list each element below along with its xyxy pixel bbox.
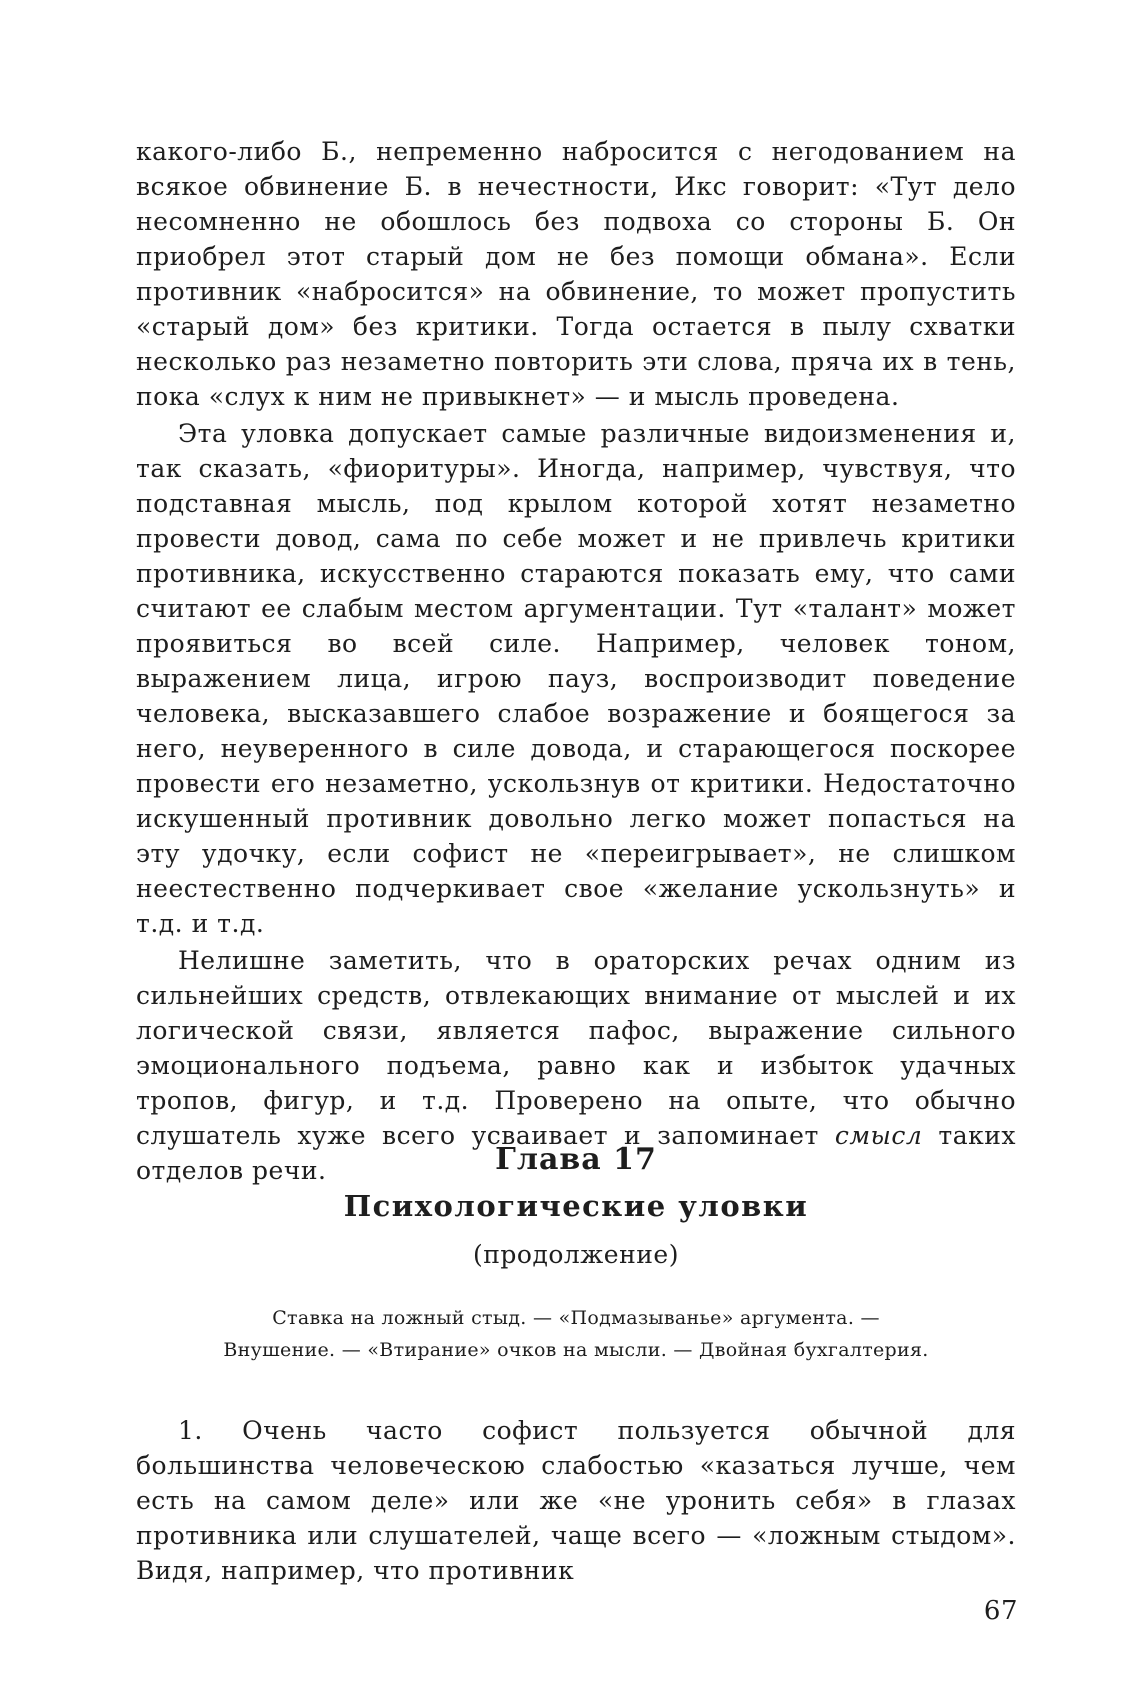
top-text-block (136, 134, 1016, 1188)
paragraph-fioritury: Эта уловка допускает самые различные видоизменения и, так сказать, «фиоритуры». Иногда, например, чувствуя, что подставная мысль, под крылом которой хотят незаметно провести довод, сама по себе может и не привлечь критики противника, искусственно стараются показать ему, что сами считают ее слабым местом аргументации. Тут «талант» может проявиться во всей силе. Например, человек тоном, выражением лица, игрою пауз, воспроизводит поведение человека, высказавшего слабое возражение и боящегося за него, неуверенного в силе довода, и старающегося поскорее провести его незаметно, ускользнув от критики. Недостаточно искушенный противник довольно легко может попасться на эту удочку, если софист не «переигрывает», не слишком неестественно подчеркивает свое «желание ускользнуть» и т.д. и т.д. (136, 419, 1016, 938)
page-number: 67 (983, 1596, 1018, 1626)
paragraph-false-shame: 1. Очень часто софист пользуется обычной для большинства человеческою слабостью «казаться лучше, чем есть на самом деле» или же «не уронить себя» в глазах противника или слушателей, чаще всего — «ложным стыдом». Видя, например, что противник (136, 1416, 1016, 1585)
paragraph-continuation: какого-либо Б., непременно набросится с негодованием на всякое обвинение Б. в нечестности, Икс говорит: «Тут дело несомненно не обошлось без подвоха со стороны Б. Он приобрел этот старый дом не без помощи обмана». Если противник «набросится» на обвинение, то может пропустить «старый дом» без критики. Тогда остается в пылу схватки несколько раз незаметно повторить эти слова, пряча их в тень, пока «слух к ним не привыкнет» — и мысль проведена. (136, 137, 1016, 411)
chapter-continued: (продолжение) (473, 1240, 679, 1269)
italic-word: смысл (834, 1121, 923, 1150)
paragraph-pathos-text: Нелишне заметить, что в ораторских речах одним из сильнейших средств, отвлекающих внимание от мыслей и их логической связи, является пафос, выражение сильного эмоционального подъема, равно как и избыток удачных тропов, фигур, и т.д. Проверено на опыте, что обычно слушатель хуже всего усваивает и запоминает (136, 946, 1016, 1150)
chapter-summary (136, 1302, 1016, 1366)
chapter-title: Глава 17 (495, 1142, 657, 1177)
paragraph-pathos-end: таких отделов речи. (136, 1121, 1016, 1185)
chapter-subtitle: Психологические уловки (343, 1189, 809, 1223)
chapter-summary-line: Ставка на ложный стыд. — «Подмазыванье» аргумента. — (272, 1307, 880, 1329)
chapter-heading (136, 1140, 1016, 1366)
chapter-summary-line: Внушение. — «Втирание» очков на мысли. — Двойная бухгалтерия. (223, 1339, 929, 1361)
bottom-text-block (136, 1413, 1016, 1588)
